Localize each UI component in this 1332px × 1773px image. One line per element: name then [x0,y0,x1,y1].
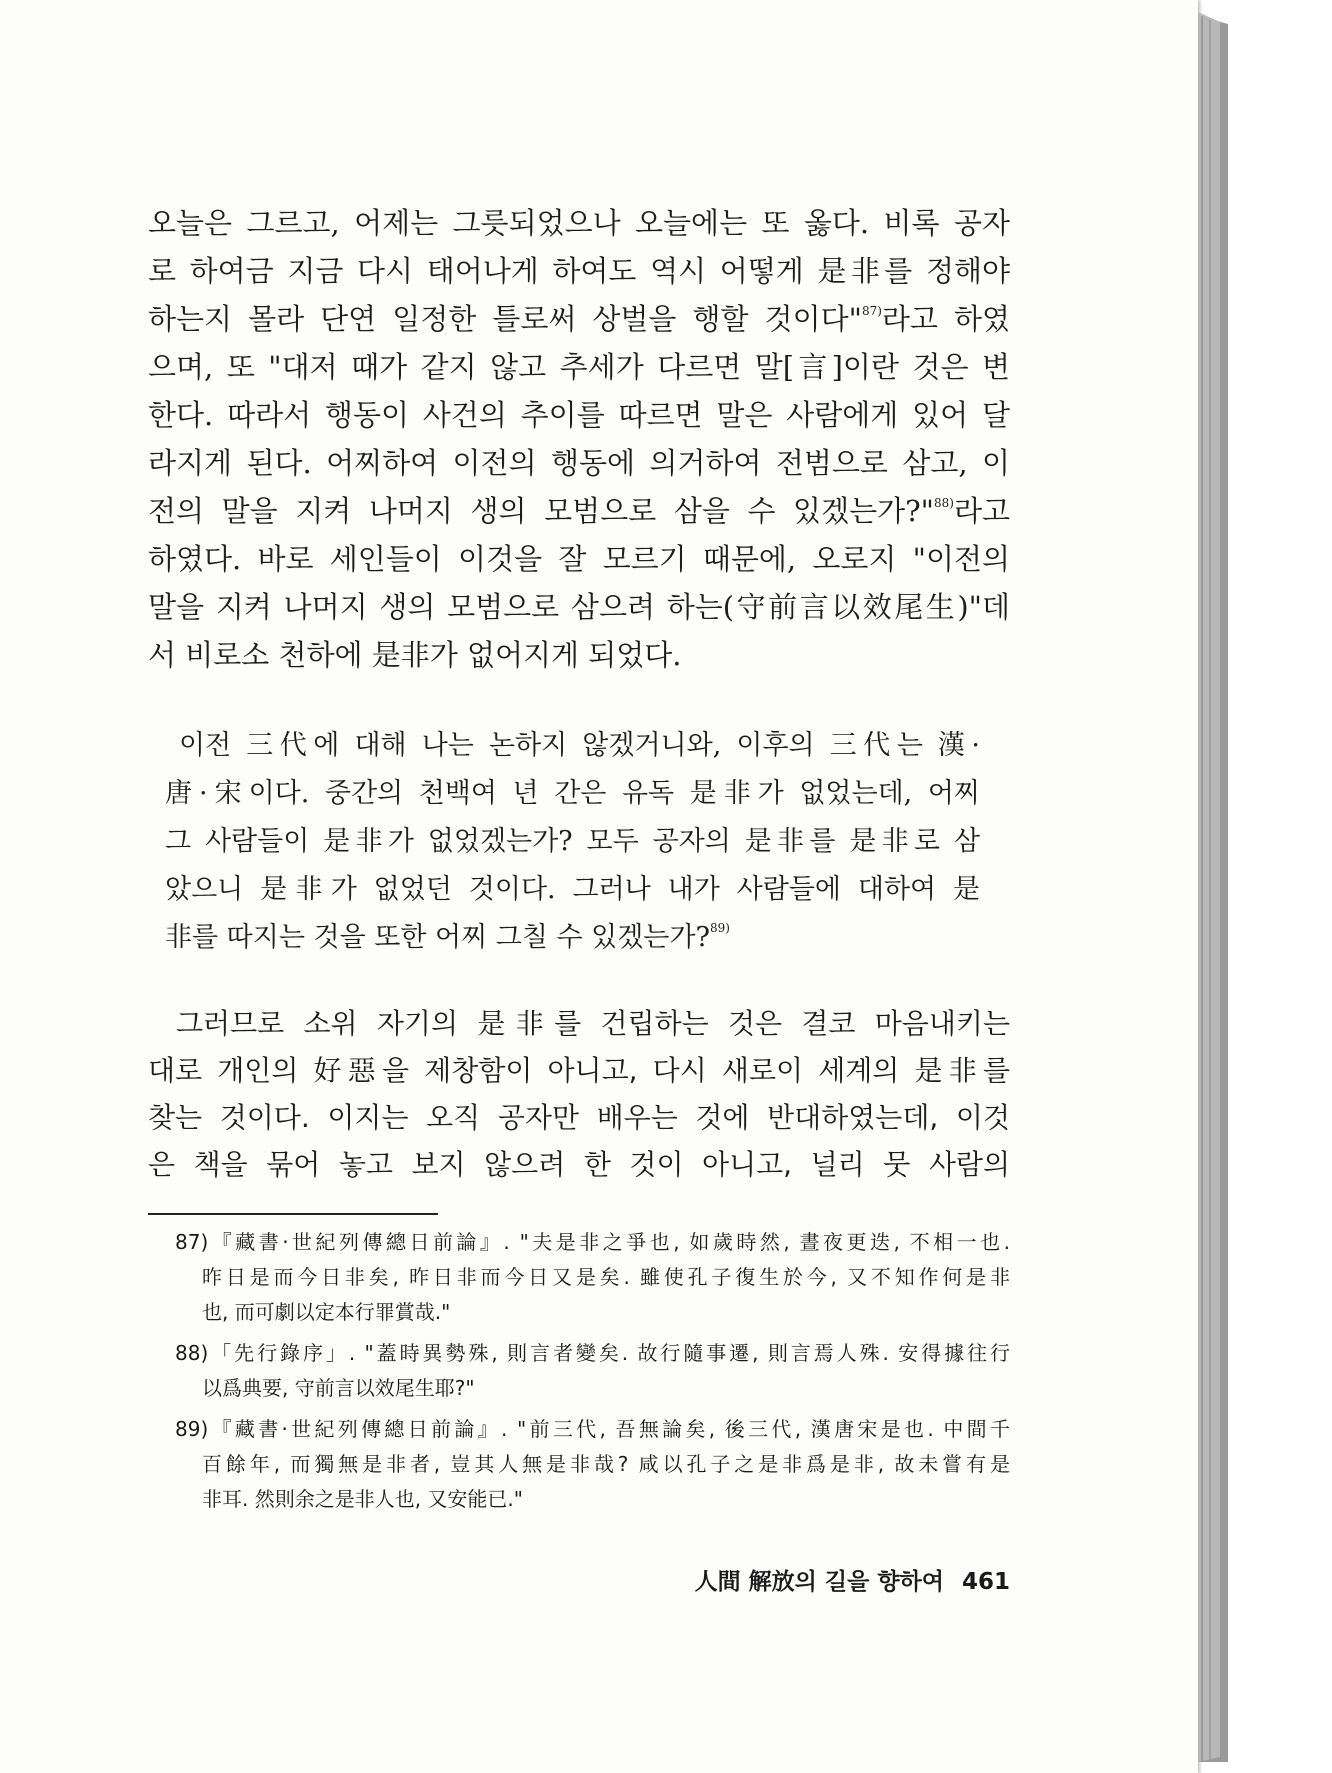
page-edge-stack [1198,12,1228,1762]
text-line: 오늘은 그르고, 어제는 그릇되었으나 오늘에는 또 옳다. 비록 공자 [148,206,1010,240]
quote-line: 았으니 是非가 없었던 것이다. 그러나 내가 사람들에 대하여 是 [165,874,980,905]
footnote-line: 也, 而可劇以定本行罪賞哉." [202,1300,451,1324]
main-paragraph-1 [148,199,1010,679]
text-line: 한다. 따라서 행동이 사건의 추이를 따르면 말은 사람에게 있어 달 [148,398,1010,432]
footnote-line: 87)『藏書·世紀列傳總日前論』. "夫是非之爭也, 如歲時然, 晝夜更迭, 不相一也. [175,1230,1010,1254]
footnote-divider [148,1213,438,1215]
footnote-line: 以爲典要, 守前言以效尾生耶?" [202,1376,475,1400]
page-number: 461 [961,1569,1010,1595]
text-line: 말을 지켜 나머지 생의 모범으로 삼으려 하는(守前言以效尾生)"데 [148,590,1010,624]
text-line: 은 책을 묶어 놓고 보지 않으려 한 것이 아니고, 널리 뭇 사람의 [148,1148,1010,1181]
text-line: 로 하여금 지금 다시 태어나게 하여도 역시 어떻게 是非를 정해야 [148,254,1010,288]
text-line [148,295,1010,343]
text-line: 찾는 것이다. 이지는 오직 공자만 배우는 것에 반대하였는데, 이것 [148,1101,1010,1134]
footnote-line: 89)『藏書·世紀列傳總日前論』. "前三代, 吾無論矣, 後三代, 漢唐宋是也. 中間千 [175,1417,1010,1441]
text-line: 하였다. 바로 세인들이 이것을 잘 모르기 때문에, 오로지 "이전의 [148,542,1010,576]
footnote-line: 非耳. 然則余之是非人也, 又安能已." [202,1487,523,1511]
footnotes [175,1225,1010,1523]
quote-line: 그 사람들이 是非가 없었겠는가? 모두 공자의 是非를 是非로 삼 [165,826,980,857]
text-line: 으며, 또 "대저 때가 같지 않고 추세가 다르면 말[言]이란 것은 변 [148,350,1010,384]
footnote-89 [175,1412,1010,1517]
text-segment: 非를 따지는 것을 또한 어찌 그칠 수 있겠는가? [165,922,710,953]
quote-line [165,914,980,962]
text-line: 대로 개인의 好惡을 제창함이 아니고, 다시 새로이 세계의 是非를 [148,1054,1010,1087]
footnote-ref-89[interactable]: 89) [709,921,730,935]
text-segment: 라고 [953,494,1010,528]
footnote-line: 百餘年, 而獨無是非者, 豈其人無是非哉? 咸以孔子之是非爲是非, 故未嘗有是 [202,1452,1010,1476]
footnote-87 [175,1225,1010,1330]
text-line [148,487,1010,535]
text-segment: 라고 하였 [881,302,1010,336]
running-head-title: 人間 解放의 길을 향하여 [694,1569,944,1595]
footnote-ref-88[interactable]: 88) [934,496,954,510]
running-head [695,1563,1010,1596]
block-quote [165,722,980,962]
text-line: 그러므로 소위 자기의 是非를 건립하는 것은 결코 마음내키는 [176,1007,1010,1040]
text-segment: 전의 말을 지켜 나머지 생의 모범으로 삼을 수 있겠는가?" [148,494,935,528]
footnote-ref-87[interactable]: 87) [861,304,882,318]
quote-line: 唐·宋이다. 중간의 천백여 년 간은 유독 是非가 없었는데, 어찌 [165,778,980,809]
text-segment: 하는지 몰라 단연 일정한 틀로써 상벌을 행할 것이다" [148,302,862,336]
main-paragraph-2 [148,1000,1010,1188]
text-line: 라지게 된다. 어찌하여 이전의 행동에 의거하여 전범으로 삼고, 이 [148,446,1010,480]
footnote-line: 88)「先行錄序」. "蓋時異勢殊, 則言者變矣. 故行隨事遷, 則言焉人殊. 安得據往行 [175,1341,1010,1365]
quote-line: 이전 三代에 대해 나는 논하지 않겠거니와, 이후의 三代는 漢· [179,730,980,761]
footnote-line: 昨日是而今日非矣, 昨日非而今日又是矣. 雖使孔子復生於今, 又不知作何是非 [202,1265,1010,1289]
text-line: 서 비로소 천하에 是非가 없어지게 되었다. [148,638,682,672]
footnote-88 [175,1336,1010,1406]
